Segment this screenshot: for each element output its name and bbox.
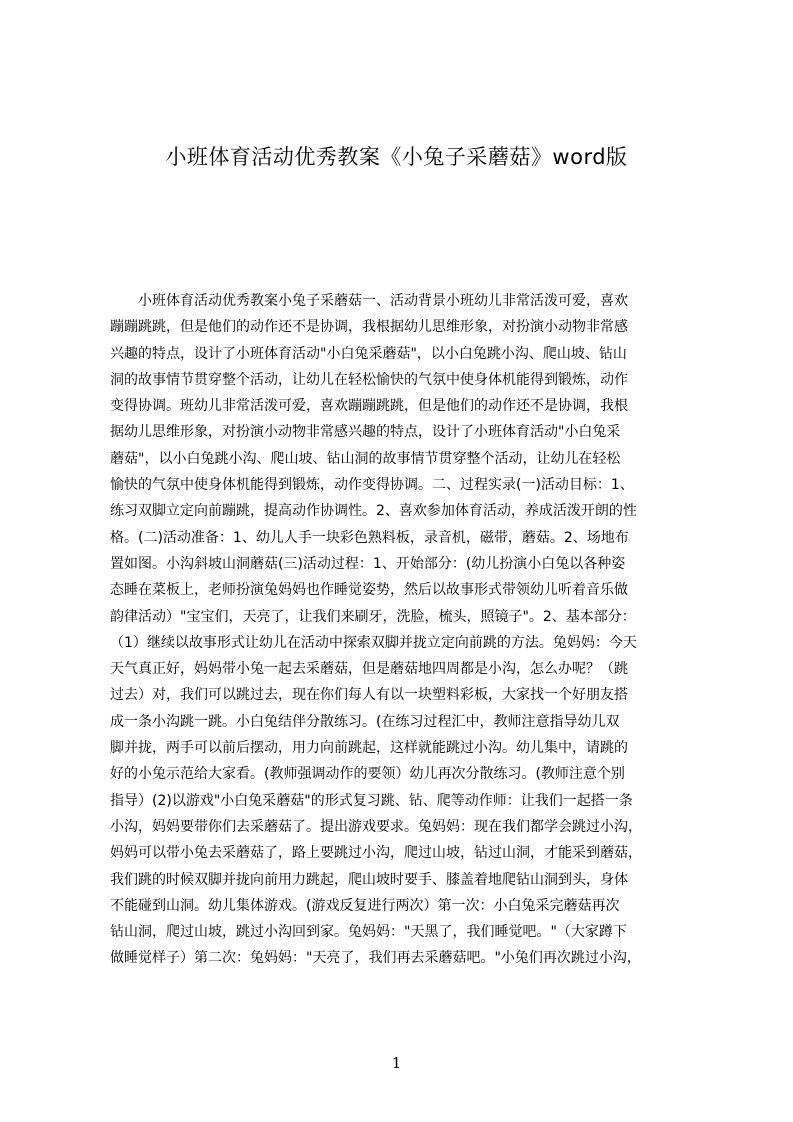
paragraph-line: 天气真正好，妈妈带小兔一起去采蘑菇，但是蘑菇地四周都是小沟，怎么办呢？（跳 xyxy=(110,661,628,678)
paragraph-line: 兴趣的特点，设计了小班体育活动"小白兔采蘑菇"，以小白兔跳小沟、爬山坡、钻山 xyxy=(110,345,627,362)
paragraph-line: 韵律活动）"宝宝们，天亮了，让我们来刷牙，洗脸，梳头，照镜子"。2、基本部分： xyxy=(110,608,636,625)
paragraph-line: 做睡觉样子）第二次：兔妈妈："天亮了，我们再去采蘑菇吧。"小兔们再次跳过小沟， xyxy=(110,950,641,967)
paragraph-line: 钻山洞，爬过山坡，跳过小沟回到家。兔妈妈："天黑了，我们睡觉吧。"（大家蹲下 xyxy=(110,924,627,941)
paragraph-line: 我们跳的时候双脚并拢向前用力跳起，爬山坡时要手、膝盖着地爬钻山洞到头，身体 xyxy=(110,871,628,888)
paragraph-line: 变得协调。班幼儿非常活泼可爱，喜欢蹦蹦跳跳，但是他们的动作还不是协调，我根 xyxy=(110,398,628,415)
page-number: 1 xyxy=(391,1054,402,1072)
paragraph-line: 蹦蹦跳跳，但是他们的动作还不是协调，我根据幼儿思维形象，对扮演小动物非常感 xyxy=(110,319,628,336)
paragraph-line: 洞的故事情节贯穿整个活动，让幼儿在轻松愉快的气氛中使身体机能得到锻炼，动作 xyxy=(110,371,628,388)
paragraph-line: 过去）对，我们可以跳过去，现在你们每人有以一块塑料彩板，大家找一个好朋友搭 xyxy=(110,687,628,704)
paragraph-line: 小班体育活动优秀教案小兔子采蘑菇一、活动背景小班幼儿非常活泼可爱，喜欢 xyxy=(110,293,628,309)
paragraph-line: 不能碰到山洞。幼儿集体游戏。(游戏反复进行两次）第一次：小白兔采完蘑菇再次 xyxy=(110,897,620,914)
paragraph-line: 好的小兔示范给大家看。(教师强调动作的要领）幼儿再次分散练习。(教师注意个别 xyxy=(110,766,625,783)
paragraph-line: 愉快的气氛中使身体机能得到锻炼，动作变得协调。二、过程实录(一)活动目标：1、 xyxy=(110,477,634,494)
body-text xyxy=(110,288,698,972)
paragraph-line: 成一条小沟跳一跳。小白兔结伴分散练习。(在练习过程汇中，教师注意指导幼儿双 xyxy=(110,713,620,730)
paragraph-line: 据幼儿思维形象，对扮演小动物非常感兴趣的特点，设计了小班体育活动"小白兔采 xyxy=(110,424,621,441)
paragraph-line: 练习双脚立定向前蹦跳，提高动作协调性。2、喜欢参加体育活动，养成活泼开朗的性 xyxy=(110,503,637,520)
paragraph-line: 格。(二)活动准备：1、幼儿人手一块彩色熟料板，录音机，磁带，蘑菇。2、场地布 xyxy=(110,529,629,546)
paragraph-line: 指导）(2)以游戏"小白兔采蘑菇"的形式复习跳、钻、爬等动作师：让我们一起搭一条 xyxy=(110,792,633,809)
paragraph-line: 妈妈可以带小兔去采蘑菇了，路上要跳过小沟，爬过山坡，钻过山洞，才能采到蘑菇， xyxy=(110,845,642,862)
paragraph-line: 置如图。小沟斜坡山洞蘑菇(三)活动过程：1、开始部分：(幼儿扮演小白兔以各种姿 xyxy=(110,555,626,572)
paragraph-line: （1）继续以故事形式让幼儿在活动中探索双脚并拢立定向前跳的方法。兔妈妈：今天 xyxy=(110,634,637,651)
paragraph-line: 蘑菇"，以小白兔跳小沟、爬山坡、钻山洞的故事情节贯穿整个活动，让幼儿在轻松 xyxy=(110,450,621,467)
paragraph-line: 脚并拢，两手可以前后摆动，用力向前跳起，这样就能跳过小沟。幼儿集中，请跳的 xyxy=(110,740,628,757)
paragraph-line: 态睡在菜板上，老师扮演兔妈妈也作睡觉姿势，然后以故事形式带领幼儿听着音乐做 xyxy=(110,582,628,599)
document-title: 小班体育活动优秀教案《小兔子采蘑菇》word版 xyxy=(165,145,628,169)
paragraph-line: 小沟，妈妈要带你们去采蘑菇了。提出游戏要求。兔妈妈：现在我们都学会跳过小沟， xyxy=(110,818,642,835)
